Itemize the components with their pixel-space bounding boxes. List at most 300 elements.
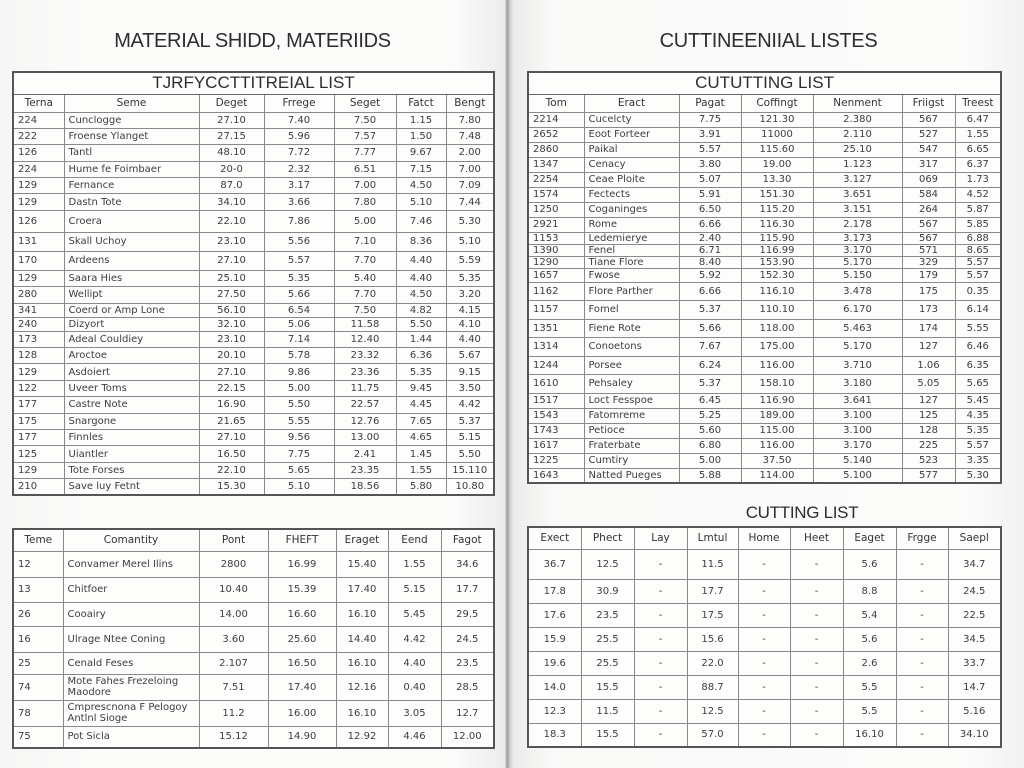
table-cell: 25.5: [581, 651, 634, 675]
table-cell: 1.73: [955, 172, 1001, 187]
table-cell: 36.7: [528, 549, 581, 579]
table-cell: Fomel: [584, 300, 679, 319]
table-row: [13, 364, 494, 380]
table-cell: -: [738, 549, 790, 579]
table-cell: 6.71: [679, 244, 741, 256]
column-header: Pagat: [679, 94, 741, 112]
table-cell: -: [634, 627, 687, 651]
table-cell: -: [634, 549, 687, 579]
table-cell: Convamer Merel Ilins: [63, 551, 199, 577]
table-cell: 4.15: [446, 303, 494, 317]
table-cell: 4.40: [396, 270, 446, 286]
table-cell: Fraterbate: [584, 438, 679, 453]
table-cell: 12.7: [441, 700, 494, 726]
table-cell: 114.00: [741, 468, 813, 483]
table-cell: 2.178: [813, 217, 902, 232]
table-row: [528, 112, 1001, 127]
table-cell: 5.170: [813, 337, 902, 356]
table-cell: -: [634, 651, 687, 675]
table-cell: 12.92: [336, 726, 388, 748]
table-row: [528, 651, 1001, 675]
table-cell: Tantl: [64, 145, 199, 161]
table-cell: 7.67: [679, 337, 741, 356]
table-cell: Tote Forses: [64, 462, 199, 478]
table-cell: 3.66: [264, 194, 334, 210]
column-header: Fatct: [396, 94, 446, 112]
table-cell: 30.9: [581, 579, 634, 603]
table-row: [528, 393, 1001, 408]
table-header-row: [13, 94, 494, 112]
column-header: Seme: [64, 94, 199, 112]
table-cell: Cucelcty: [584, 112, 679, 127]
table-cell: 3.100: [813, 408, 902, 423]
table-cell: 5.30: [955, 468, 1001, 483]
table-cell: 170: [13, 251, 64, 270]
table-cell: 11.58: [334, 317, 396, 331]
table-cell: 174: [902, 319, 955, 337]
table-cell: Ulrage Ntee Coning: [63, 626, 199, 652]
table-cell: 7.40: [264, 112, 334, 128]
table-cell: -: [790, 549, 843, 579]
table-cell: Skall Uchoy: [64, 232, 199, 251]
table-row: [13, 577, 494, 602]
table-cell: 1.06: [902, 356, 955, 374]
table-cell: 3.127: [813, 172, 902, 187]
table-cell: 6.170: [813, 300, 902, 319]
table-row: [528, 356, 1001, 374]
table-cell: 5.65: [955, 374, 1001, 393]
table-row: [13, 413, 494, 429]
table-cell: 15.39: [268, 577, 336, 602]
table-cell: Asdoiert: [64, 364, 199, 380]
table-cell: 2254: [528, 172, 584, 187]
table-cell: Cmprescnona F Pelogoy Antlnl Sioge: [63, 700, 199, 726]
table-cell: -: [790, 651, 843, 675]
table-cell: 37.50: [741, 453, 813, 468]
table-cell: 23.10: [199, 232, 264, 251]
table-cell: 317: [902, 157, 955, 172]
table-cell: 11.75: [334, 380, 396, 396]
table-cell: 7.48: [446, 128, 494, 144]
table-cell: 3.17: [264, 178, 334, 194]
table-cell: 128: [13, 348, 64, 364]
table-cell: 152.30: [741, 268, 813, 282]
table-cell: 15.5: [581, 675, 634, 699]
table-cell: 2.107: [199, 652, 268, 674]
table-cell: 069: [902, 172, 955, 187]
table-cell: 6.35: [955, 356, 1001, 374]
table-cell: 5.5: [843, 675, 896, 699]
table-cell: 1517: [528, 393, 584, 408]
table-cell: 4.50: [396, 287, 446, 303]
table-row: [528, 423, 1001, 438]
table-cell: 5.78: [264, 348, 334, 364]
table-cell: 5.60: [679, 423, 741, 438]
table-cell: 7.15: [396, 161, 446, 177]
table-cell: 11.5: [687, 549, 738, 579]
table-cell: Paikal: [584, 142, 679, 157]
table-cell: 1244: [528, 356, 584, 374]
table-cell: 74: [13, 674, 63, 700]
table-row: [528, 244, 1001, 256]
table-cell: 1.50: [396, 128, 446, 144]
column-header: Eaget: [843, 527, 896, 549]
table-cell: 547: [902, 142, 955, 157]
table-cell: 5.10: [396, 194, 446, 210]
table-cell: 173: [902, 300, 955, 319]
column-header: Exect: [528, 527, 581, 549]
table-cell: 27.10: [199, 112, 264, 128]
table-row: [13, 270, 494, 286]
right-top-table-title: CUTUTTING LIST: [528, 72, 1001, 94]
table-cell: 3.05: [388, 700, 441, 726]
table-cell: 4.40: [388, 652, 441, 674]
table-cell: 12.5: [687, 699, 738, 723]
table-cell: 5.37: [446, 413, 494, 429]
table-cell: 9.56: [264, 429, 334, 445]
table-cell: 5.150: [813, 268, 902, 282]
table-cell: 2.380: [813, 112, 902, 127]
table-cell: 1543: [528, 408, 584, 423]
table-row: [13, 303, 494, 317]
table-cell: 78: [13, 700, 63, 726]
column-header: Comantity: [63, 529, 199, 551]
table-cell: Uveer Toms: [64, 380, 199, 396]
table-row: [13, 145, 494, 161]
table-cell: -: [896, 723, 948, 747]
table-row: [528, 142, 1001, 157]
table-cell: 15.9: [528, 627, 581, 651]
table-cell: 2800: [199, 551, 268, 577]
table-cell: 2.40: [679, 232, 741, 244]
table-cell: -: [896, 579, 948, 603]
table-cell: 3.100: [813, 423, 902, 438]
table-cell: Ledemierye: [584, 232, 679, 244]
table-cell: -: [738, 651, 790, 675]
table-cell: 16.50: [199, 446, 264, 462]
table-cell: 4.42: [446, 397, 494, 413]
page-fold: [505, 0, 513, 768]
table-cell: 20-0: [199, 161, 264, 177]
table-cell: 2.00: [446, 145, 494, 161]
table-row: [528, 256, 1001, 268]
table-cell: 175: [902, 282, 955, 300]
table-cell: 17.8: [528, 579, 581, 603]
right-bottom-table-title: CUTTING LIST: [745, 503, 859, 522]
table-cell: 5.4: [843, 603, 896, 627]
table-cell: 1351: [528, 319, 584, 337]
table-cell: 7.80: [446, 112, 494, 128]
table-cell: 1.44: [396, 331, 446, 347]
table-cell: Ceae Ploite: [584, 172, 679, 187]
table-row: [528, 217, 1001, 232]
table-row: [13, 429, 494, 445]
table-row: [13, 251, 494, 270]
table-cell: 6.80: [679, 438, 741, 453]
table-cell: -: [896, 675, 948, 699]
table-cell: 2860: [528, 142, 584, 157]
table-cell: 23.5: [581, 603, 634, 627]
table-row: [13, 626, 494, 652]
table-cell: 3.80: [679, 157, 741, 172]
table-cell: 21.65: [199, 413, 264, 429]
column-header: Terna: [13, 94, 64, 112]
table-cell: 6.88: [955, 232, 1001, 244]
table-row: [528, 549, 1001, 579]
table-cell: 129: [13, 270, 64, 286]
table-cell: 3.173: [813, 232, 902, 244]
table-cell: 14.7: [948, 675, 1001, 699]
table-cell: 27.10: [199, 429, 264, 445]
table-cell: 13.30: [741, 172, 813, 187]
table-cell: 8.65: [955, 244, 1001, 256]
column-header: Frgge: [896, 527, 948, 549]
table-cell: 5.35: [446, 270, 494, 286]
table-cell: 5.30: [446, 210, 494, 232]
table-cell: 5.00: [334, 210, 396, 232]
table-cell: 5.00: [264, 380, 334, 396]
table-cell: Adeal Couldiey: [64, 331, 199, 347]
column-header: Eend: [388, 529, 441, 551]
table-cell: 34.10: [199, 194, 264, 210]
table-cell: 6.47: [955, 112, 1001, 127]
table-cell: 210: [13, 479, 64, 495]
table-row: [528, 579, 1001, 603]
right-top-table: [527, 71, 1002, 484]
table-cell: 34.7: [948, 549, 1001, 579]
table-cell: 129: [13, 364, 64, 380]
table-cell: -: [738, 699, 790, 723]
table-cell: 3.710: [813, 356, 902, 374]
table-cell: 7.00: [446, 161, 494, 177]
table-cell: 5.170: [813, 256, 902, 268]
table-cell: 5.87: [955, 202, 1001, 217]
table-cell: Eoot Forteer: [584, 127, 679, 142]
table-cell: 4.42: [388, 626, 441, 652]
table-cell: 4.10: [446, 317, 494, 331]
table-cell: 129: [13, 178, 64, 194]
table-cell: 3.151: [813, 202, 902, 217]
table-cell: Petioce: [584, 423, 679, 438]
table-cell: 5.140: [813, 453, 902, 468]
table-cell: 1643: [528, 468, 584, 483]
table-cell: -: [738, 579, 790, 603]
table-row: [528, 603, 1001, 627]
table-cell: 1743: [528, 423, 584, 438]
table-cell: Cooairy: [63, 602, 199, 626]
table-cell: 125: [902, 408, 955, 423]
table-cell: 3.50: [446, 380, 494, 396]
table-header-row: [13, 529, 494, 551]
table-cell: 5.07: [679, 172, 741, 187]
table-cell: 26: [13, 602, 63, 626]
table-cell: Cumtiry: [584, 453, 679, 468]
table-cell: -: [790, 699, 843, 723]
table-row: [528, 408, 1001, 423]
table-cell: -: [790, 675, 843, 699]
table-cell: 15.12: [199, 726, 268, 748]
table-cell: 9.15: [446, 364, 494, 380]
table-cell: 4.35: [955, 408, 1001, 423]
table-cell: 1.55: [955, 127, 1001, 142]
table-cell: 4.46: [388, 726, 441, 748]
table-cell: 225: [902, 438, 955, 453]
left-page-heading: MATERIAL SHIDD, MATERIIDS: [114, 30, 391, 52]
table-cell: Coganinges: [584, 202, 679, 217]
table-cell: 116.99: [741, 244, 813, 256]
table-cell: Aroctoe: [64, 348, 199, 364]
table-cell: 16: [13, 626, 63, 652]
table-cell: 571: [902, 244, 955, 256]
table-cell: 118.00: [741, 319, 813, 337]
table-cell: 3.91: [679, 127, 741, 142]
table-cell: 567: [902, 217, 955, 232]
table-cell: 5.91: [679, 187, 741, 202]
column-header: Pont: [199, 529, 268, 551]
table-cell: 2921: [528, 217, 584, 232]
table-cell: 1314: [528, 337, 584, 356]
table-row: [13, 652, 494, 674]
table-cell: 2.41: [334, 446, 396, 462]
column-header: Frrege: [264, 94, 334, 112]
table-cell: 151.30: [741, 187, 813, 202]
table-cell: Fiene Rote: [584, 319, 679, 337]
table-cell: 3.478: [813, 282, 902, 300]
table-row: [13, 551, 494, 577]
table-row: [13, 331, 494, 347]
table-cell: 116.00: [741, 438, 813, 453]
table-cell: -: [896, 651, 948, 675]
table-row: [13, 380, 494, 396]
table-cell: -: [634, 675, 687, 699]
table-cell: 329: [902, 256, 955, 268]
table-cell: 27.15: [199, 128, 264, 144]
table-cell: 264: [902, 202, 955, 217]
table-cell: 175.00: [741, 337, 813, 356]
table-cell: 584: [902, 187, 955, 202]
table-cell: 7.77: [334, 145, 396, 161]
table-cell: 5.59: [446, 251, 494, 270]
table-cell: 19.6: [528, 651, 581, 675]
column-header: FHEFT: [268, 529, 336, 551]
column-header: Deget: [199, 94, 264, 112]
table-cell: -: [634, 579, 687, 603]
table-cell: 9.45: [396, 380, 446, 396]
table-cell: 5.6: [843, 627, 896, 651]
table-cell: 127: [902, 337, 955, 356]
table-cell: 3.180: [813, 374, 902, 393]
table-cell: Castre Note: [64, 397, 199, 413]
table-cell: 4.45: [396, 397, 446, 413]
column-header: Treest: [955, 94, 1001, 112]
table-cell: 116.30: [741, 217, 813, 232]
left-bottom-table: [12, 528, 495, 749]
table-row: [528, 627, 1001, 651]
table-cell: Dizyort: [64, 317, 199, 331]
table-cell: Dastn Tote: [64, 194, 199, 210]
table-row: [13, 161, 494, 177]
table-cell: 29.5: [441, 602, 494, 626]
table-cell: 5.05: [902, 374, 955, 393]
table-cell: 11.5: [581, 699, 634, 723]
table-row: [528, 282, 1001, 300]
table-cell: 24.5: [948, 579, 1001, 603]
right-bottom-table: [527, 526, 1002, 748]
table-cell: 16.90: [199, 397, 264, 413]
column-header: Teme: [13, 529, 63, 551]
table-cell: 131: [13, 232, 64, 251]
table-cell: 25: [13, 652, 63, 674]
table-cell: 527: [902, 127, 955, 142]
table-cell: 88.7: [687, 675, 738, 699]
table-cell: 0.35: [955, 282, 1001, 300]
table-row: [528, 468, 1001, 483]
table-cell: 125: [13, 446, 64, 462]
table-cell: 5.10: [446, 232, 494, 251]
table-cell: 1617: [528, 438, 584, 453]
table-cell: 14.90: [268, 726, 336, 748]
table-cell: Snargone: [64, 413, 199, 429]
table-row: [13, 178, 494, 194]
table-cell: 116.10: [741, 282, 813, 300]
table-cell: Save luy Fetnt: [64, 479, 199, 495]
table-cell: 115.20: [741, 202, 813, 217]
table-cell: 222: [13, 128, 64, 144]
table-cell: 567: [902, 232, 955, 244]
table-cell: 23.35: [334, 462, 396, 478]
table-cell: 17.40: [336, 577, 388, 602]
table-row: [528, 337, 1001, 356]
table-row: [13, 128, 494, 144]
table-cell: 12: [13, 551, 63, 577]
table-cell: 34.6: [441, 551, 494, 577]
table-cell: 224: [13, 161, 64, 177]
table-row: [13, 700, 494, 726]
table-cell: -: [738, 723, 790, 747]
table-row: [13, 232, 494, 251]
table-cell: 577: [902, 468, 955, 483]
table-cell: 7.10: [334, 232, 396, 251]
table-cell: 6.51: [334, 161, 396, 177]
table-cell: Cenald Feses: [63, 652, 199, 674]
table-cell: 7.70: [334, 251, 396, 270]
table-header-row: [528, 527, 1001, 549]
table-cell: 25.10: [813, 142, 902, 157]
table-cell: 2.32: [264, 161, 334, 177]
column-header: Phect: [581, 527, 634, 549]
table-cell: 1250: [528, 202, 584, 217]
table-cell: -: [790, 723, 843, 747]
table-cell: 177: [13, 429, 64, 445]
table-cell: 5.96: [264, 128, 334, 144]
table-cell: 25.5: [581, 627, 634, 651]
table-cell: 7.75: [264, 446, 334, 462]
table-cell: 5.15: [388, 577, 441, 602]
table-cell: 0.40: [388, 674, 441, 700]
table-cell: 34.5: [948, 627, 1001, 651]
table-cell: 75: [13, 726, 63, 748]
table-cell: Mote Fahes Frezeloing Maodore: [63, 674, 199, 700]
table-cell: Croera: [64, 210, 199, 232]
table-cell: 5.50: [446, 446, 494, 462]
table-cell: 5.80: [396, 479, 446, 495]
table-cell: Rome: [584, 217, 679, 232]
table-cell: 5.463: [813, 319, 902, 337]
table-row: [13, 446, 494, 462]
table-cell: 523: [902, 453, 955, 468]
table-cell: -: [634, 723, 687, 747]
table-cell: 115.90: [741, 232, 813, 244]
